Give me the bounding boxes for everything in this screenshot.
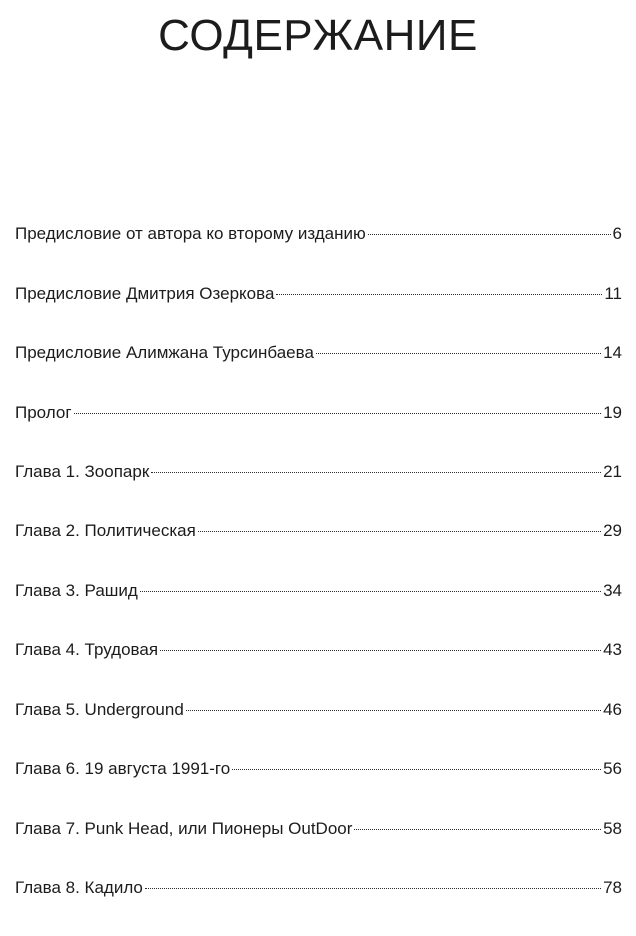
toc-entry-page: 29 <box>603 521 622 540</box>
dot-leader <box>354 829 601 830</box>
toc-entry-page: 19 <box>603 402 622 422</box>
dot-leader <box>198 531 601 532</box>
toc-entry-title: Глава 3. Рашид <box>15 580 138 600</box>
toc-entry-page: 6 <box>612 224 622 243</box>
dot-leader <box>145 888 601 889</box>
toc-entry <box>15 282 622 342</box>
dot-leader <box>316 353 601 354</box>
dot-leader <box>151 472 601 473</box>
toc-entry-title: Предисловие Алимжана Турсинбаева <box>15 343 314 362</box>
toc-entry <box>15 817 622 877</box>
toc-entry-title: Пролог <box>15 402 72 422</box>
toc-entry-page: 34 <box>603 580 622 600</box>
toc-entry-title: Глава 8. Кадило <box>15 878 143 897</box>
toc-entry <box>15 876 622 936</box>
dot-leader <box>186 710 601 711</box>
table-of-contents <box>15 222 622 936</box>
dot-leader <box>160 650 601 651</box>
toc-entry-page: 14 <box>603 343 622 362</box>
toc-entry-title: Глава 2. Политическая <box>15 521 196 540</box>
toc-entry <box>15 341 622 401</box>
toc-entry-title: Глава 1. Зоопарк <box>15 461 150 481</box>
toc-entry-page: 11 <box>604 283 622 303</box>
toc-entry-page: 78 <box>603 878 622 897</box>
toc-entry <box>15 519 622 579</box>
toc-entry <box>15 460 622 520</box>
toc-entry-page: 58 <box>603 818 622 838</box>
toc-entry-title: Предисловие от автора ко второму изданию <box>15 224 366 243</box>
toc-entry <box>15 638 622 698</box>
dot-leader <box>368 234 611 235</box>
dot-leader <box>140 591 601 592</box>
toc-entry-title: Глава 5. Underground <box>15 699 184 719</box>
toc-entry-page: 46 <box>603 699 622 719</box>
toc-entry <box>15 757 622 817</box>
toc-entry <box>15 579 622 639</box>
toc-entry-title: Глава 7. Punk Head, или Пионеры OutDoor <box>15 818 353 838</box>
toc-entry-title: Глава 6. 19 августа 1991-го <box>15 759 231 778</box>
toc-entry-page: 21 <box>603 461 622 481</box>
dot-leader <box>74 413 602 414</box>
page-title: СОДЕРЖАНИЕ <box>158 11 478 60</box>
toc-entry <box>15 222 622 282</box>
toc-entry-page: 43 <box>603 640 622 659</box>
dot-leader <box>276 294 602 295</box>
toc-entry <box>15 698 622 758</box>
toc-entry-title: Глава 4. Трудовая <box>15 640 159 659</box>
dot-leader <box>232 769 601 770</box>
toc-entry <box>15 401 622 460</box>
toc-entry-page: 56 <box>603 759 622 778</box>
toc-entry-title: Предисловие Дмитрия Озеркова <box>15 283 275 303</box>
